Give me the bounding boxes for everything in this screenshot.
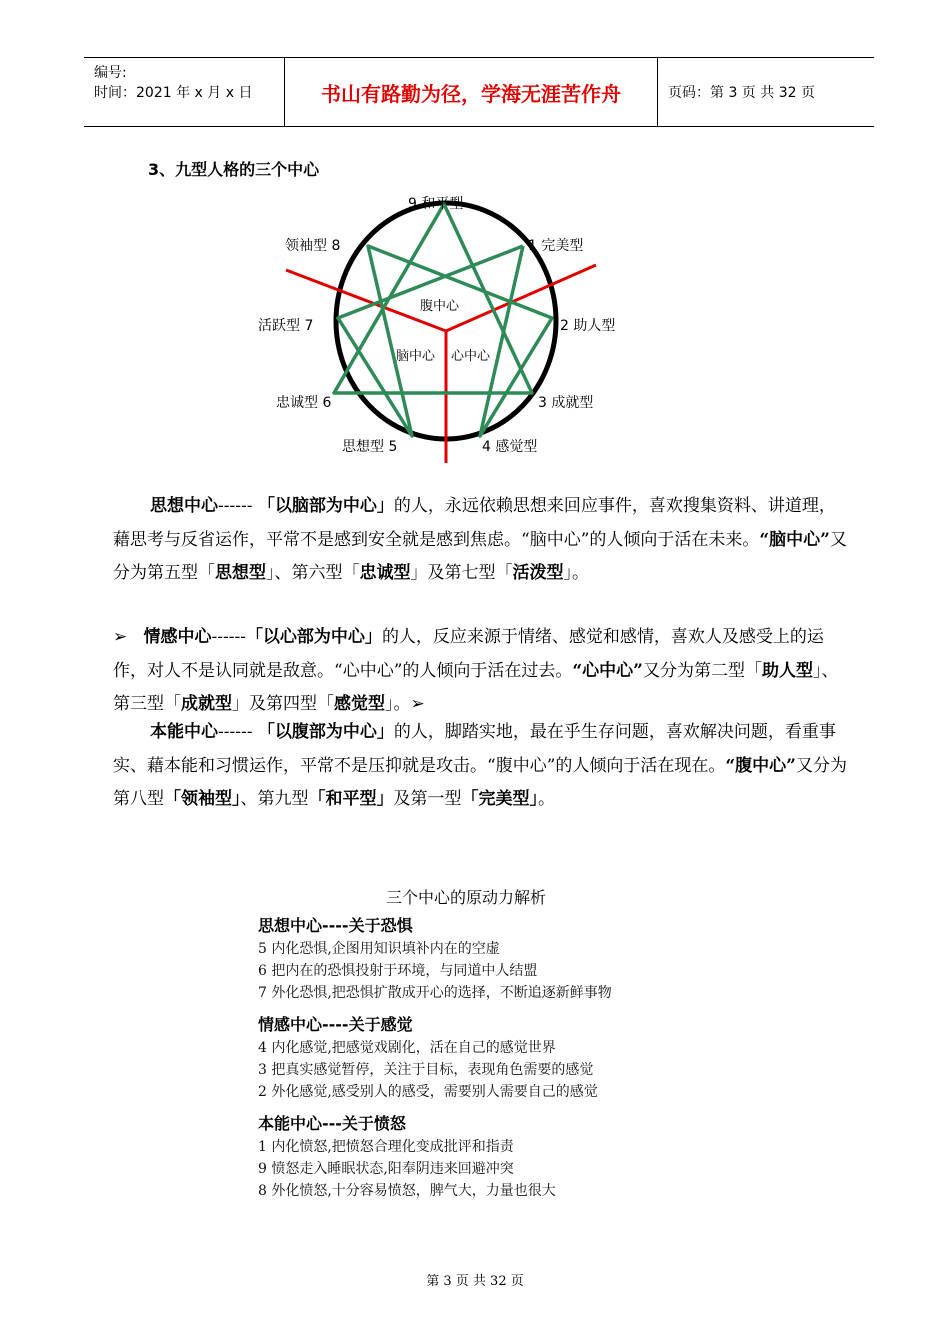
group-head-center (258, 914, 612, 1004)
p2-bold4: 感觉型 (334, 694, 385, 714)
header-info-cell (84, 58, 285, 126)
p2-quote: 「以心部为中心」 (245, 627, 382, 647)
p2-text2: 又分为第二型「 (642, 660, 762, 681)
group-gut-center (258, 1112, 556, 1202)
p1-bold1: “脑中心” (759, 529, 830, 550)
label-type-2: 2 助人型 (560, 318, 616, 334)
p2-text4: 」及第四型「 (232, 694, 334, 714)
doc-time-label: 时间：2021 年 x 月 x 日 (94, 85, 253, 101)
label-type-4: 4 感觉型 (482, 439, 538, 455)
p3-text4: 及第一型 (393, 789, 462, 809)
header-page-label: 页码：第 3 页 共 32 页 (668, 85, 815, 101)
p2-bold2: 助人型 (761, 660, 813, 681)
p1-text5: 」。 (563, 563, 589, 583)
p1-text4: 」及第七型「 (410, 563, 513, 583)
label-gut-center: 腹中心 (420, 299, 460, 314)
group-heart-center (258, 1013, 598, 1103)
p3-text3: 、第九型 (240, 789, 309, 809)
group-heading: 情感中心----关于感觉 (258, 1015, 413, 1034)
list-item: 6 把内在的恐惧投射于环境，与同道中人结盟 (258, 963, 538, 979)
list-item: 9 愤怒走入睡眠状态,阳奉阴违来回避冲突 (258, 1161, 514, 1177)
group-heading: 思想中心----关于恐惧 (258, 916, 413, 935)
label-type-8: 领袖型 8 (285, 238, 341, 254)
p1-lead: 思想中心 (150, 496, 218, 516)
p2-bullet: ➢ (113, 627, 128, 647)
p1-text2: 又分为第五型「 (113, 529, 847, 583)
paragraph-head-center (113, 490, 848, 591)
label-type-1: 1 完美型 (528, 238, 584, 254)
p3-bold4: 「完美型」 (461, 789, 538, 809)
p2-lead: 情感中心 (143, 627, 212, 647)
p2-trail-bullet: ➢ (410, 694, 425, 714)
label-head-center: 脑中心 (396, 349, 436, 364)
list-item: 8 外化愤怒,十分容易愤怒，脾气大，力量也很大 (258, 1183, 556, 1199)
p3-lead: 本能中心 (150, 722, 218, 742)
header-motto: 书山有路勤为径，学海无涯苦作舟 (285, 58, 658, 126)
section-title: 3、九型人格的三个中心 (148, 160, 320, 179)
label-type-3: 3 成就型 (538, 395, 594, 411)
label-type-5: 思想型 5 (342, 439, 398, 455)
paragraph-heart-center (113, 621, 848, 722)
list-item: 5 内化恐惧,企图用知识填补内在的空虚 (258, 941, 500, 957)
p3-bold3: 「和平型」 (308, 789, 394, 809)
label-heart-center: 心中心 (451, 349, 491, 364)
p2-bold1: “心中心” (572, 660, 643, 681)
p1-text3: 」、第六型「 (266, 563, 360, 583)
p2-bold3: 成就型 (181, 694, 232, 714)
list-item: 2 外化感觉,感受别人的感受，需要别人需要自己的感觉 (258, 1084, 598, 1100)
enneagram-diagram (250, 188, 650, 468)
p1-bold4: 活泼型 (512, 563, 564, 583)
page-footer: 第 3 页 共 32 页 (426, 1274, 524, 1289)
list-item: 3 把真实感觉暂停，关注于目标，表现角色需要的感觉 (258, 1062, 594, 1078)
p3-quote: 「以腹部为中心」 (257, 722, 394, 742)
p1-quote: 「以脑部为中心」 (257, 496, 394, 516)
p2-text1: 的人，反应来源于情绪、感觉和感情，喜欢人及感受上的运作，对人不是认同就是敌意。“心中心”的人倾向于活在过去。 (113, 627, 824, 681)
p3-bold2: 「领袖型」 (164, 789, 241, 809)
group-heading: 本能中心---关于愤怒 (258, 1114, 406, 1133)
p2-dash: ------ (211, 627, 246, 647)
p1-dash: ------ (218, 496, 258, 516)
p3-text1: 的人，脚踏实地，最在乎生存问题，喜欢解决问题，看重事实、藉本能和习惯运作，平常不是压抑就是攻击。“腹中心”的人倾向于活在现在。 (113, 722, 836, 776)
list-item: 4 内化感觉,把感觉戏剧化，活在自己的感觉世界 (258, 1040, 556, 1056)
p3-dash: ------ (218, 722, 258, 742)
p2-text5: 」。 (385, 694, 411, 714)
label-type-6: 忠诚型 6 (276, 395, 332, 411)
label-type-9: 9 和平型 (408, 196, 464, 212)
p3-bold1: “腹中心” (725, 755, 796, 776)
p1-bold2: 思想型 (215, 563, 266, 583)
p1-bold3: 忠诚型 (359, 563, 411, 583)
page-header (84, 57, 874, 127)
list-item: 1 内化愤怒,把愤怒合理化变成批评和指责 (258, 1139, 514, 1155)
p1-text1: 的人，永远依赖思想来回应事件，喜欢搜集资料、讲道理，藉思考与反省运作，平常不是感到安全就是感到焦虑。“脑中心”的人倾向于活在未来。 (113, 496, 836, 550)
p3-text5: 。 (538, 789, 555, 809)
label-type-7: 活跃型 7 (258, 318, 314, 334)
p3-text2: 又分为第八型 (113, 755, 847, 809)
p2-text3: 」、第三型「 (113, 660, 839, 714)
list-item: 7 外化恐惧,把恐惧扩散成开心的选择，不断追逐新鲜事物 (258, 985, 612, 1001)
paragraph-gut-center (113, 716, 848, 817)
doc-number-label: 编号: (94, 65, 127, 81)
analysis-title: 三个中心的原动力解析 (386, 888, 547, 907)
